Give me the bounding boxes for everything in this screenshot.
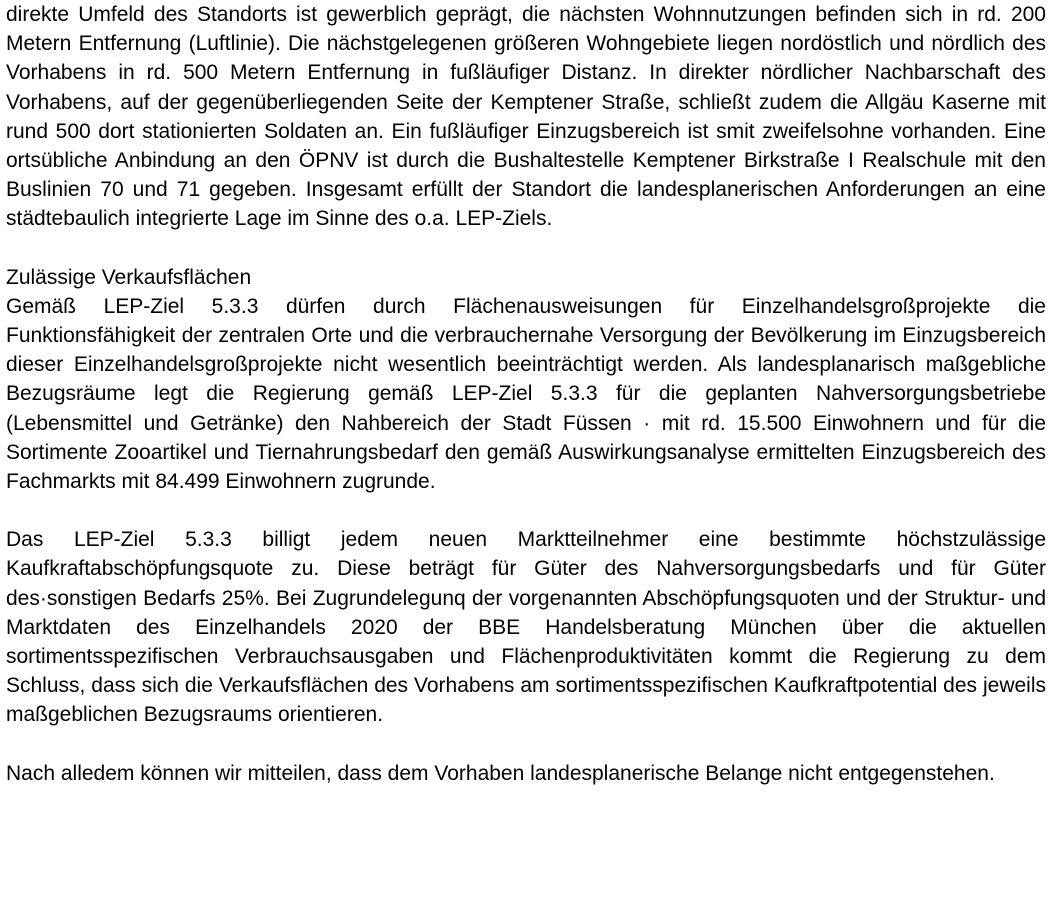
- document-page: [6, 0, 1046, 788]
- paragraph-conclusion: Nach alledem können wir mitteilen, dass dem Vorhaben landesplanerische Belange nicht entgegenstehen.: [6, 761, 995, 785]
- paragraph-spacer: [6, 496, 1046, 525]
- paragraph-purchasing-power: Das LEP-Ziel 5.3.3 billigt jedem neuen Marktteilnehmer eine bestimmte höchstzulässige Kaufkraftabschöpfungsquote zu. Diese beträgt für Güter des Nahversorgungsbedarfs und für Güter des·sonstigen Bedarfs 25%. Bei Zugrundelegunq der vorgenannten Abschöpfungsquoten und der Struktur- und Marktdaten des Einzelhandels 2020 der BBE Handelsberatung München über die aktuellen sortimentsspezifischen Verbrauchsausgaben und Flächenproduktivitäten kommt die Regierung zu dem Schluss, dass sich die Verkaufsflächen des Vorhabens am sortimentsspezifischen Kaufkraftpotential des jeweils maßgeblichen Bezugsraums orientieren.: [6, 528, 1046, 727]
- paragraph-reference-areas: Gemäß LEP-Ziel 5.3.3 dürfen durch Flächenausweisungen für Einzelhandelsgroßprojekte die Funktionsfähigkeit der zentralen Orte und die verbrauchernahe Versorgung der Bevölkerung im Einzugsbereich dieser Einzelhandelsgroßprojekte nicht wesentlich beeinträchtigt werden. Als landesplanarisch maßgebliche Bezugsräume legt die Regierung gemäß LEP-Ziel 5.3.3 für die geplanten Nahversorgungsbetriebe (Lebensmittel und Getränke) den Nahbereich der Stadt Füssen · mit rd. 15.500 Einwohnern und für die Sortimente Zooartikel und Tiernahrungsbedarf den gemäß Auswirkungsanalyse ermittelten Einzugsbereich des Fachmarkts mit 84.499 Einwohnern zugrunde.: [6, 294, 1046, 494]
- paragraph-spacer: [6, 234, 1046, 263]
- paragraph-spacer: [6, 730, 1046, 759]
- section-heading-sales-areas: Zulässige Verkaufsflächen: [6, 265, 252, 289]
- paragraph-location-context: direkte Umfeld des Standorts ist gewerblich geprägt, die nächsten Wohnnutzungen befinden sich in rd. 200 Metern Entfernung (Luftlinie). Die nächstgelegenen größeren Wohngebiete liegen nordöstlich und nördlich des Vorhabens in rd. 500 Metern Entfernung in fußläufiger Distanz. In direkter nördlicher Nachbarschaft des Vorhabens, auf der gegenüberliegenden Seite der Kemptener Straße, schließt zudem die Allgäu Kaserne mit rund 500 dort stationierten Soldaten an. Ein fußläufiger Einzugsbereich ist smit zweifelsohne vorhanden. Eine ortsübliche Anbindung an den ÖPNV ist durch die Bushaltestelle Kemptener Birkstraße I Realschule mit den Buslinien 70 und 71 gegeben. Insgesamt erfüllt der Standort die landesplanerischen Anforderungen an eine städtebaulich integrierte Lage im Sinne des o.a. LEP-Ziels.: [6, 3, 1046, 231]
